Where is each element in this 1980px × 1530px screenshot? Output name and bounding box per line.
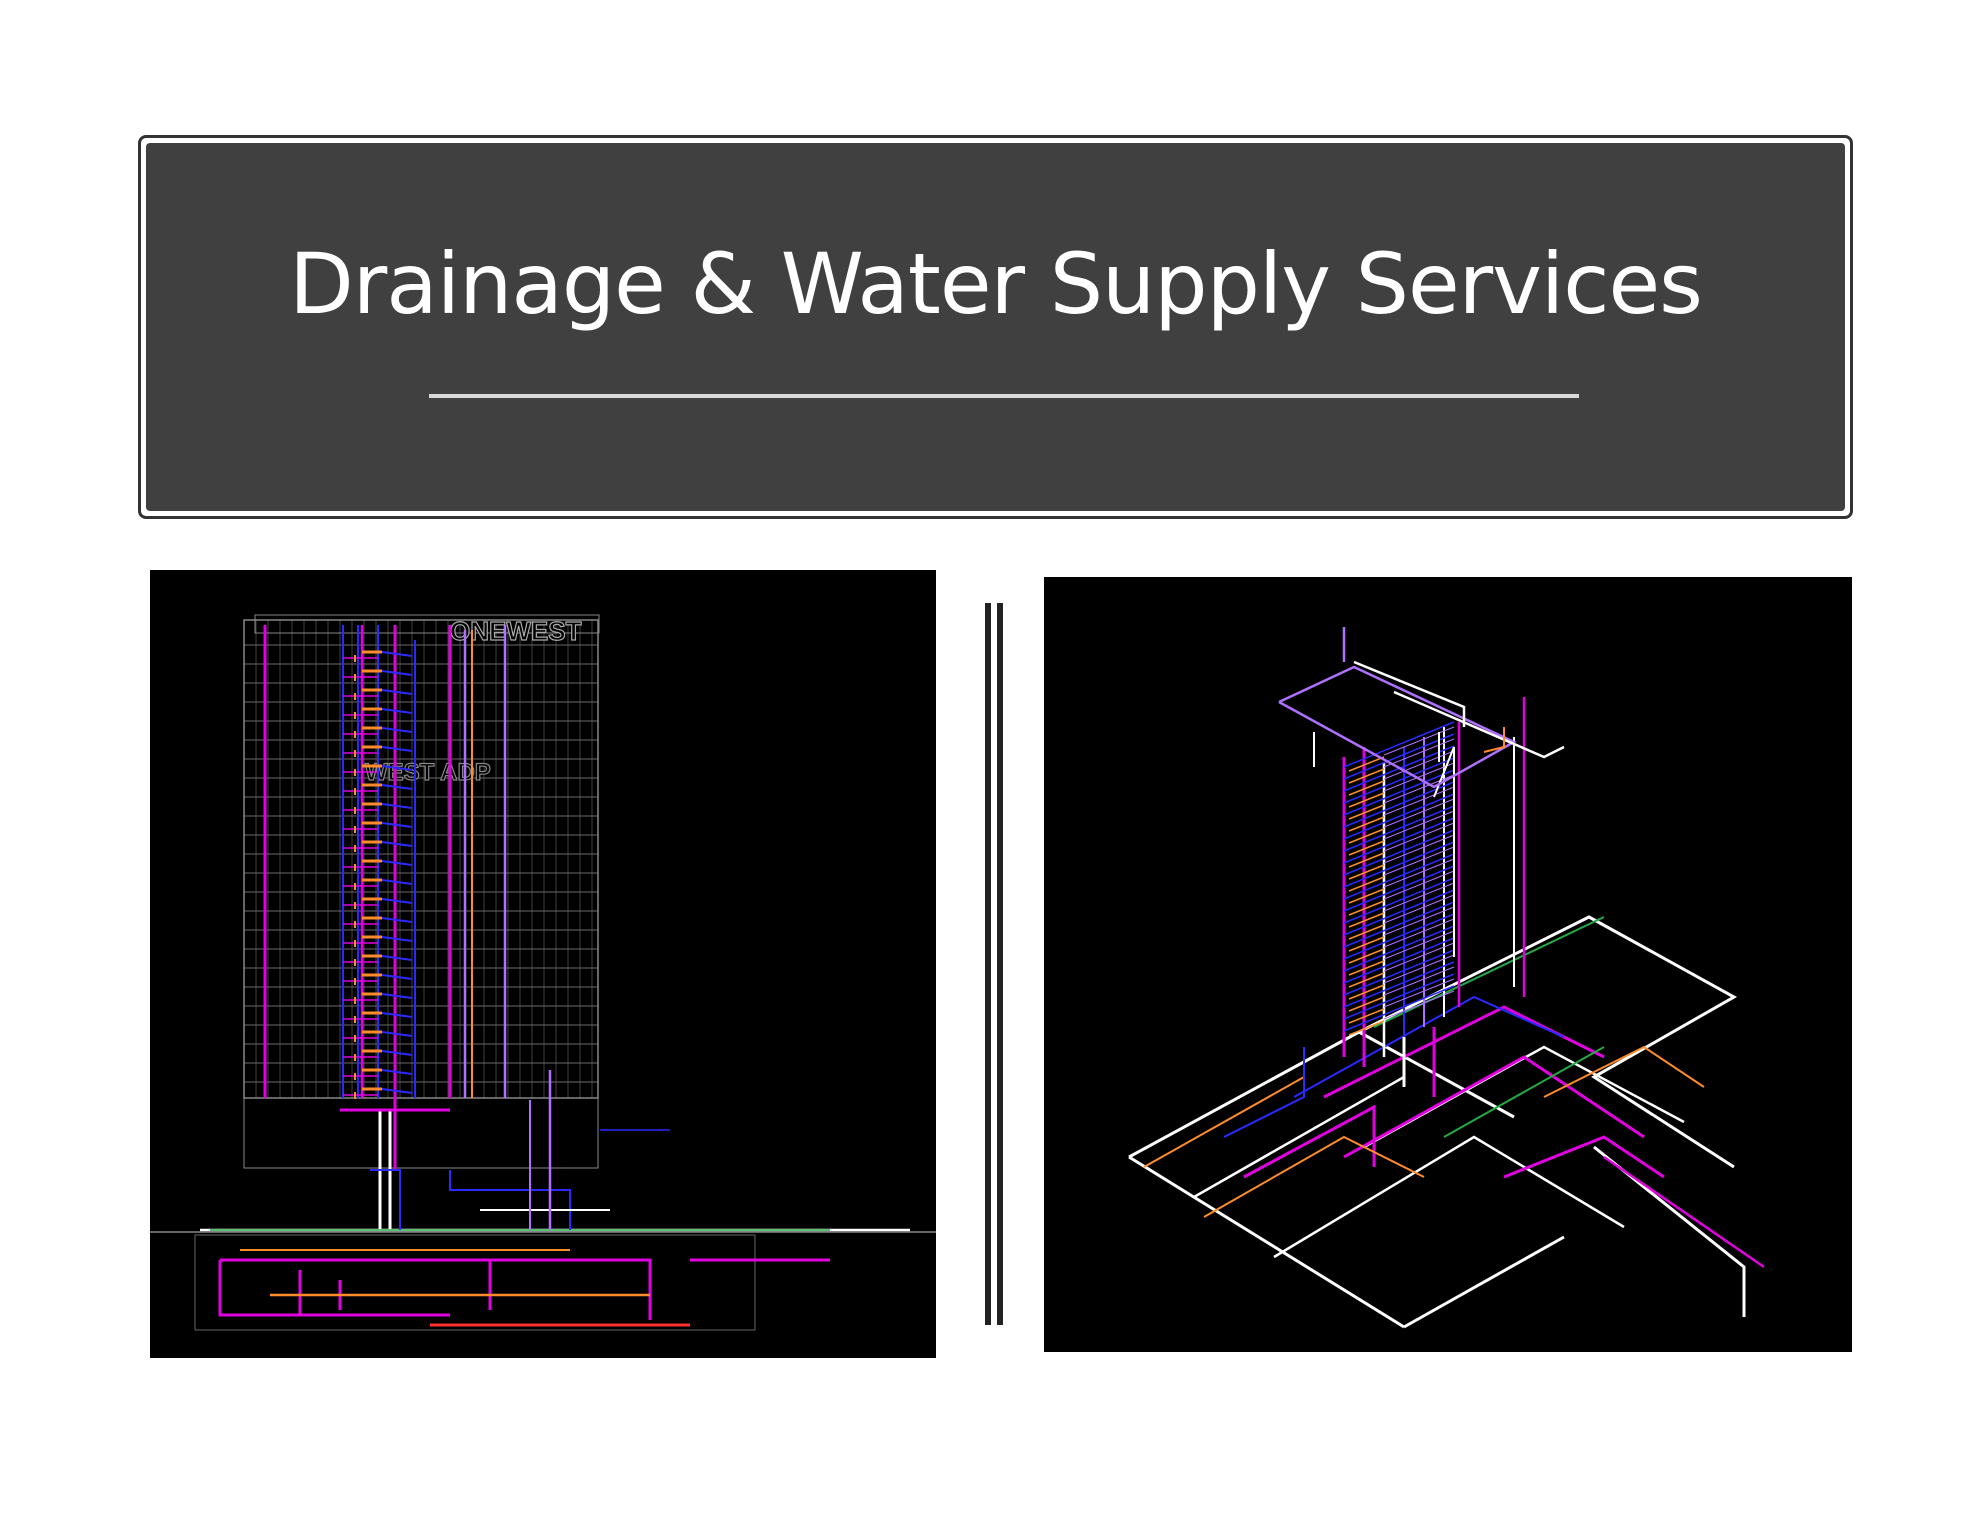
floor-branch [1344,794,1454,839]
building-floor-grid [244,620,598,1168]
branch-cold [382,1013,412,1017]
water-main [450,1170,570,1230]
roof-pipe [1354,662,1464,727]
branch-cold [382,671,412,675]
ground-route [1274,1137,1624,1257]
floor-branch-hot [1349,1021,1384,1035]
outfall-line [1594,1147,1744,1317]
branch-cold [382,994,412,998]
basement-drain [220,1260,650,1320]
branch-cold [382,975,412,979]
isometric-drawing-panel [1044,577,1852,1352]
water-branch [1224,1047,1304,1137]
branch-cold [382,918,412,922]
roof-level-pipework [1279,627,1564,787]
branch-cold [382,1032,412,1036]
floor-branch [1344,962,1454,1007]
riser-pipes [265,625,505,1230]
floor-branch [1344,722,1454,767]
floor-branch [1344,854,1454,899]
floor-branch [1344,926,1454,971]
divider-line-right [997,603,1003,1325]
signage-mid: WEST ADP [365,759,491,786]
hot-branch [1204,1137,1424,1217]
branch-cold [382,823,412,827]
branch-cold [382,861,412,865]
floor-branch [1344,842,1454,887]
floor-branch [1344,890,1454,935]
drain-branch [1504,1137,1664,1177]
floor-branch [1344,818,1454,863]
basement-drain [220,1260,450,1315]
page-title: Drainage & Water Supply Services [289,235,1702,333]
floor-branch [1344,806,1454,851]
title-underline [429,394,1579,398]
floor-branch [1344,986,1454,1031]
floor-branch [1344,950,1454,995]
floor-branch [1344,938,1454,983]
floor-branch [1344,758,1454,803]
ground-route [1404,1237,1564,1327]
floor-branch [1344,878,1454,923]
tower-outline [244,620,598,1098]
branch-cold [382,728,412,732]
branch-cold [382,690,412,694]
branch-cold [382,1089,412,1093]
branch-cold [382,652,412,656]
water-main [370,1170,400,1230]
floor-branch [1344,830,1454,875]
branch-cold [382,956,412,960]
floor-branch [1344,914,1454,959]
elevation-drawing-panel [150,570,936,1358]
ground-level-pipework [1129,917,1764,1327]
branch-cold [382,1051,412,1055]
branch-cold [382,1070,412,1074]
branch-cold [382,842,412,846]
floor-branch [1344,866,1454,911]
floor-branch [1344,734,1454,779]
branch-cold [382,747,412,751]
branch-cold [382,880,412,884]
floor-branch [1344,902,1454,947]
title-banner [138,135,1853,519]
elevation-drawing [150,570,936,1358]
title-banner-inner [146,143,1845,511]
branch-cold [382,804,412,808]
hot-main [1144,1077,1304,1167]
branch-cold [382,937,412,941]
signage-top: ONEWEST [450,616,582,646]
branch-cold [382,899,412,903]
branch-cold [382,709,412,713]
ground-outline [1129,1157,1404,1327]
storm-line [1374,917,1604,1027]
isometric-drawing [1044,577,1852,1352]
basement-services [195,1070,910,1330]
divider-line-left [985,603,991,1325]
floor-branch [1344,770,1454,815]
outfall-drain [1604,1157,1764,1267]
